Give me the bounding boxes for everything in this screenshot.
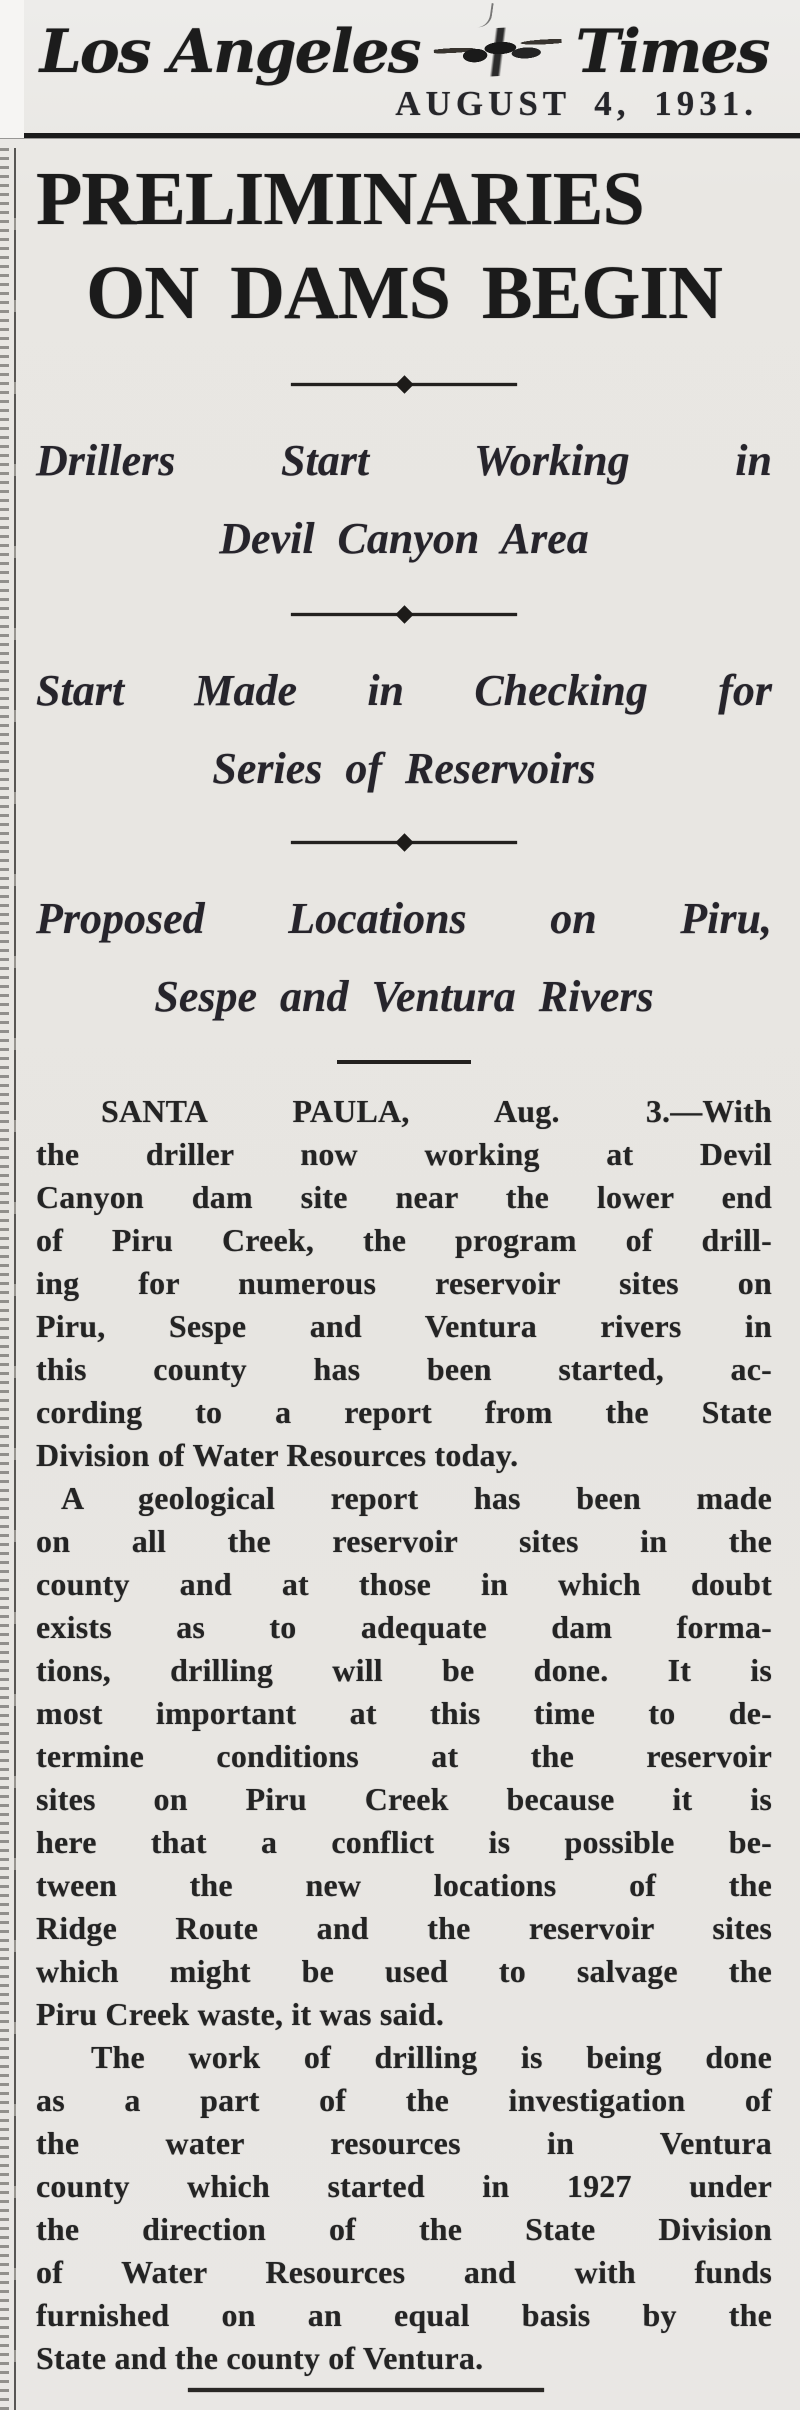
body-line: this county has been started, ac-	[36, 1351, 772, 1387]
body-line: of Piru Creek, the program of drill-	[36, 1222, 772, 1258]
body-line: SANTA PAULA, Aug. 3.—With	[101, 1093, 772, 1129]
body-line: most important at this time to de-	[36, 1695, 772, 1731]
body-line: as a part of the investigation of	[36, 2082, 772, 2118]
article	[0, 152, 800, 2392]
body-line: tions, drilling will be done. It is	[36, 1652, 772, 1688]
body-line: here that a conflict is possible be-	[36, 1824, 772, 1860]
body-line: furnished on an equal basis by the	[36, 2297, 772, 2333]
body-line: sites on Piru Creek because it is	[36, 1781, 772, 1817]
masthead-title-right: Times	[575, 17, 769, 87]
body-line: Ridge Route and the reservoir sites	[36, 1910, 772, 1946]
body-line: on all the reservoir sites in the	[36, 1523, 772, 1559]
body-line: A geological report has been made	[61, 1480, 772, 1516]
header-rule	[0, 133, 800, 138]
body-line: the water resources in Ventura	[36, 2125, 772, 2161]
subhead-2-line1: Start Made in Checking for	[36, 666, 772, 715]
body-line: The work of drilling is being done	[91, 2039, 772, 2075]
diamond-icon	[395, 605, 413, 623]
body-line: tween the new locations of the	[36, 1867, 772, 1903]
subhead-3-line2: Sespe and Ventura Rivers	[154, 972, 654, 1021]
section-rule	[337, 1060, 471, 1064]
masthead-title-left: Los Angeles	[39, 17, 420, 87]
body-line: Piru Creek waste, it was said.	[36, 1996, 445, 2032]
article-end-rule	[188, 2388, 544, 2392]
scan-corner-patch	[0, 0, 24, 138]
subhead-2	[36, 652, 772, 808]
divider-bar	[291, 841, 400, 844]
body-line: Canyon dam site near the lower end	[36, 1179, 772, 1215]
issue-date: AUGUST 4, 1931.	[395, 84, 758, 123]
body-line: county and at those in which doubt	[36, 1566, 772, 1602]
eagle-emblem-icon	[432, 25, 562, 80]
body-paragraph-1	[36, 1090, 772, 1477]
subhead-3	[36, 880, 772, 1036]
subhead-2-line2: Series of Reservoirs	[212, 744, 596, 793]
subhead-1-line1: Drillers Start Working in	[36, 436, 772, 485]
body-line: Piru, Sespe and Ventura rivers in	[36, 1308, 772, 1344]
body-line: Division of Water Resources today.	[36, 1437, 519, 1473]
newspaper-header	[0, 0, 800, 138]
ornamental-divider	[291, 834, 517, 850]
body-line: exists as to adequate dam forma-	[36, 1609, 772, 1645]
body-line: which might be used to salvage the	[36, 1953, 772, 1989]
subhead-1-line2: Devil Canyon Area	[219, 514, 589, 563]
ornamental-divider	[291, 606, 517, 622]
body-paragraph-2	[36, 1477, 772, 2036]
body-line: the driller now working at Devil	[36, 1136, 772, 1172]
diamond-icon	[395, 833, 413, 851]
subhead-3-line1: Proposed Locations on Piru,	[36, 894, 772, 943]
body-line: the direction of the State Division	[36, 2211, 772, 2247]
article-body	[36, 1090, 772, 2380]
body-line: State and the county of Ventura.	[36, 2340, 484, 2376]
divider-bar	[409, 383, 518, 386]
body-line: termine conditions at the reservoir	[36, 1738, 772, 1774]
divider-bar	[409, 613, 518, 616]
divider-bar	[291, 383, 400, 386]
body-line: of Water Resources and with funds	[36, 2254, 772, 2290]
body-paragraph-3	[36, 2036, 772, 2380]
diamond-icon	[395, 375, 413, 393]
body-line: county which started in 1927 under	[36, 2168, 772, 2204]
headline-line1: PRELIMINARIES	[36, 157, 644, 241]
body-line: ing for numerous reservoir sites on	[36, 1265, 772, 1301]
subhead-1	[36, 422, 772, 578]
masthead	[0, 12, 800, 92]
divider-bar	[409, 841, 518, 844]
headline-line2: ON DAMS BEGIN	[86, 251, 722, 335]
divider-bar	[291, 613, 400, 616]
ornamental-divider	[291, 376, 517, 392]
body-line: cording to a report from the State	[36, 1394, 772, 1430]
headline	[36, 152, 772, 340]
